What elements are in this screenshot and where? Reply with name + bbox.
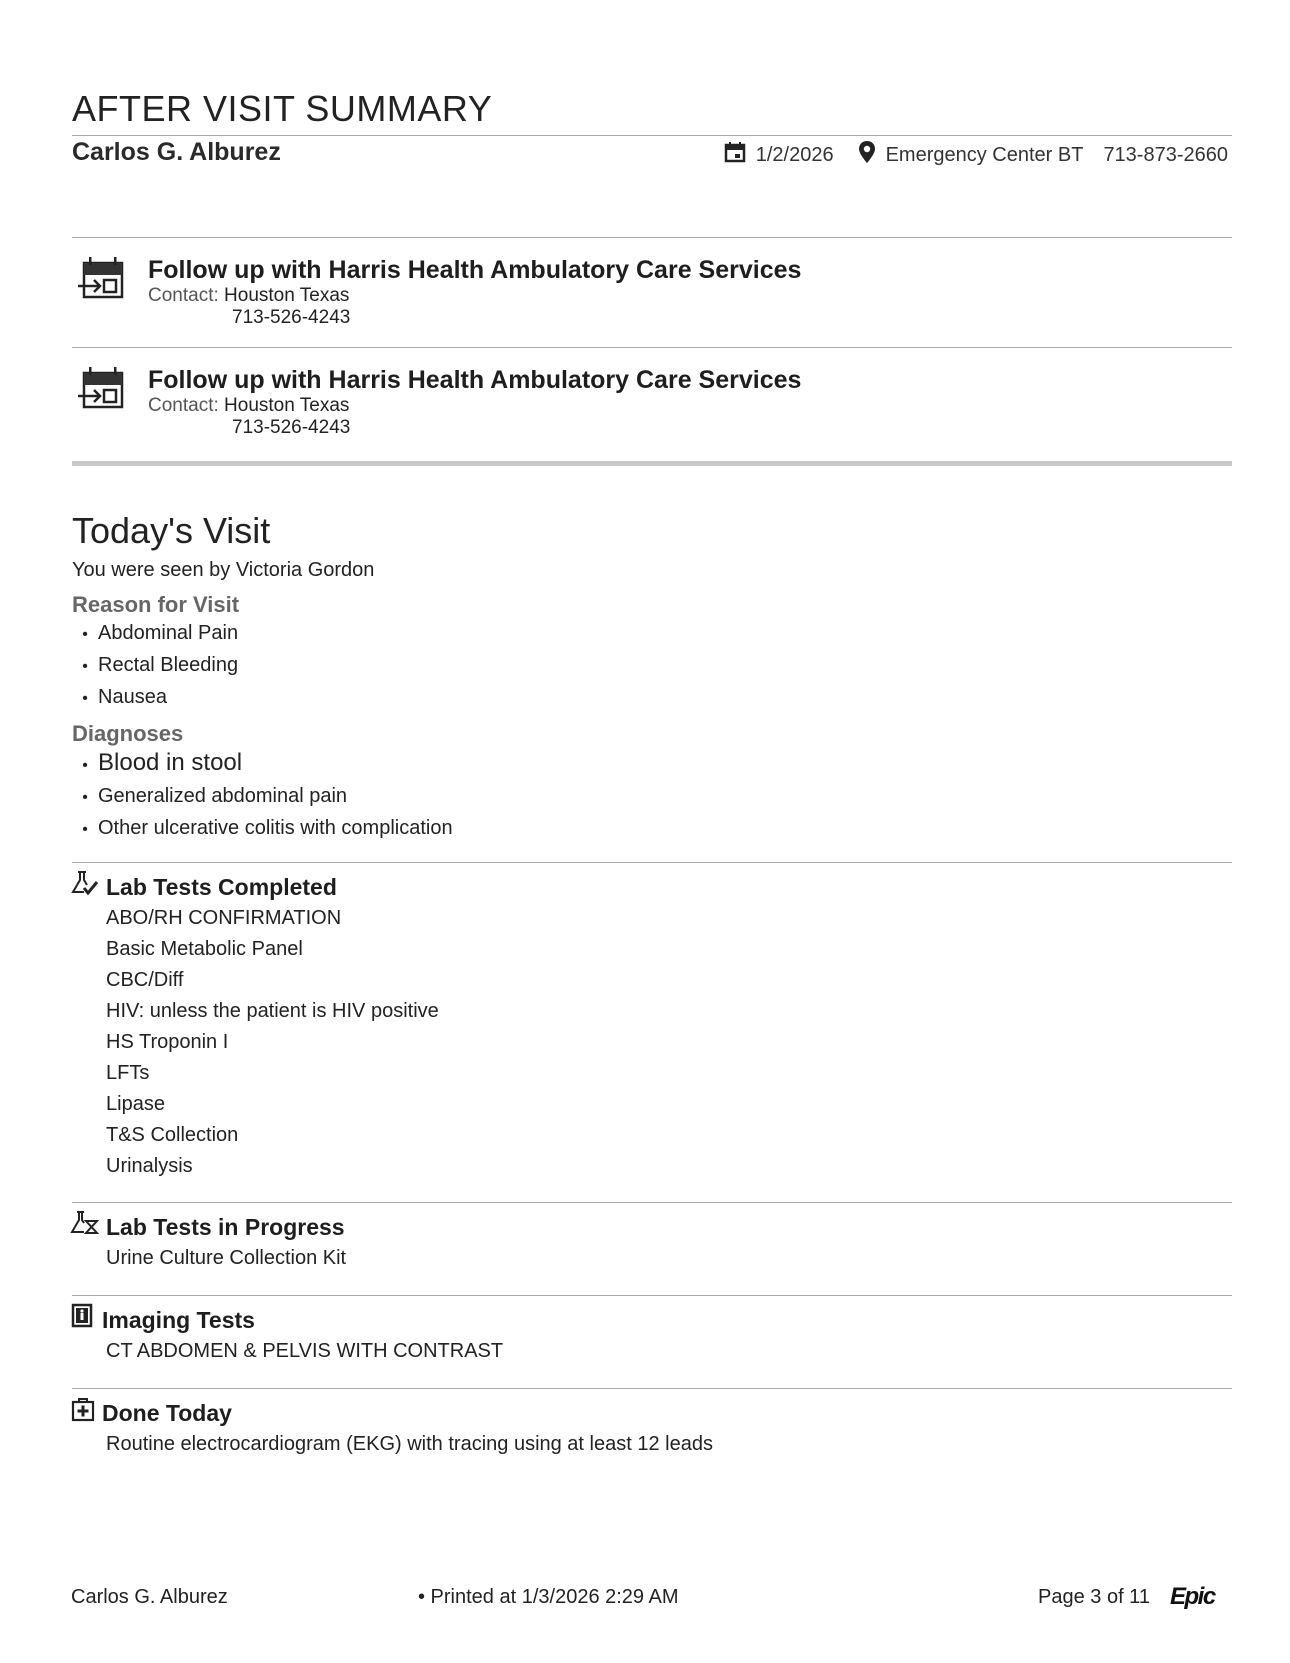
reason-item: • Rectal Bleeding — [82, 654, 239, 676]
lab-item: ABO/RH CONFIRMATION — [106, 907, 342, 929]
lab-in-progress-section — [70, 1210, 346, 1274]
thick-divider — [72, 461, 1232, 466]
reason-item: • Abdominal Pain — [82, 622, 239, 644]
patient-name: Carlos G. Alburez — [72, 138, 281, 166]
done-today-heading: Done Today — [102, 1399, 232, 1426]
reason-list — [72, 618, 238, 714]
lab-in-progress-heading: Lab Tests in Progress — [106, 1213, 345, 1240]
section-divider — [72, 1202, 1232, 1203]
imaging-heading: Imaging Tests — [102, 1306, 255, 1333]
lab-item: CBC/Diff — [106, 969, 184, 991]
seen-by: You were seen by Victoria Gordon — [72, 559, 375, 581]
calendar-icon — [724, 141, 746, 169]
lab-completed-section — [70, 870, 439, 1182]
contact-phone: 713-526-4243 — [232, 417, 351, 438]
header-divider — [72, 135, 1232, 136]
diagnosis-item: • Generalized abdominal pain — [82, 785, 348, 807]
visit-meta — [724, 140, 1228, 170]
calendar-referral-icon — [78, 365, 126, 439]
calendar-referral-icon — [78, 255, 126, 329]
section-divider — [72, 1388, 1232, 1389]
lab-item: Urine Culture Collection Kit — [106, 1247, 347, 1269]
document-title: AFTER VISIT SUMMARY — [72, 88, 493, 129]
visit-location: Emergency Center BT — [885, 143, 1084, 166]
lab-item: LFTs — [106, 1062, 150, 1084]
reason-item: • Nausea — [82, 686, 167, 708]
lab-completed-heading: Lab Tests Completed — [106, 873, 337, 900]
flask-hourglass-icon — [70, 1210, 100, 1243]
footer-page-number: Page 3 of 11 — [1038, 1586, 1150, 1608]
lab-item: Basic Metabolic Panel — [106, 938, 303, 960]
diagnoses-heading: Diagnoses — [72, 721, 184, 746]
section-divider — [72, 237, 1232, 238]
follow-up-item — [78, 365, 801, 439]
visit-date: 1/2/2026 — [755, 143, 834, 166]
footer-patient-name: Carlos G. Alburez — [71, 1586, 228, 1608]
todays-visit-heading: Today's Visit — [72, 510, 271, 551]
reason-heading: Reason for Visit — [72, 592, 240, 617]
diagnosis-item: • Other ulcerative colitis with complication — [82, 817, 453, 839]
contact-name: Houston Texas — [224, 285, 350, 306]
diagnosis-item: • Blood in stool — [82, 749, 243, 776]
map-pin-icon — [858, 140, 876, 170]
section-divider — [72, 1295, 1232, 1296]
imaging-icon — [70, 1303, 96, 1336]
done-today-section — [70, 1396, 713, 1460]
lab-item: HS Troponin I — [106, 1031, 229, 1053]
diagnoses-list — [72, 747, 453, 845]
lab-item: T&S Collection — [106, 1124, 239, 1146]
contact-name: Houston Texas — [224, 395, 350, 416]
flask-check-icon — [70, 870, 100, 903]
contact-label: Contact: — [148, 285, 219, 306]
imaging-section — [70, 1303, 503, 1367]
contact-phone: 713-526-4243 — [232, 307, 351, 328]
lab-item: Lipase — [106, 1093, 165, 1115]
contact-label: Contact: — [148, 395, 219, 416]
follow-up-title: Follow up with Harris Health Ambulatory Care Services — [148, 256, 802, 284]
lab-item: Urinalysis — [106, 1155, 193, 1177]
imaging-item: CT ABDOMEN & PELVIS WITH CONTRAST — [106, 1340, 504, 1362]
lab-item: HIV: unless the patient is HIV positive — [106, 1000, 439, 1022]
visit-phone: 713-873-2660 — [1103, 143, 1228, 166]
medical-kit-icon — [70, 1396, 96, 1429]
footer-printed: • Printed at 1/3/2026 2:29 AM — [418, 1586, 679, 1608]
section-divider — [72, 862, 1232, 863]
done-today-item: Routine electrocardiogram (EKG) with tracing using at least 12 leads — [106, 1433, 713, 1455]
section-divider — [72, 347, 1232, 348]
follow-up-title: Follow up with Harris Health Ambulatory Care Services — [148, 366, 802, 394]
epic-logo: Epic — [1170, 1583, 1215, 1610]
follow-up-item — [78, 255, 801, 329]
